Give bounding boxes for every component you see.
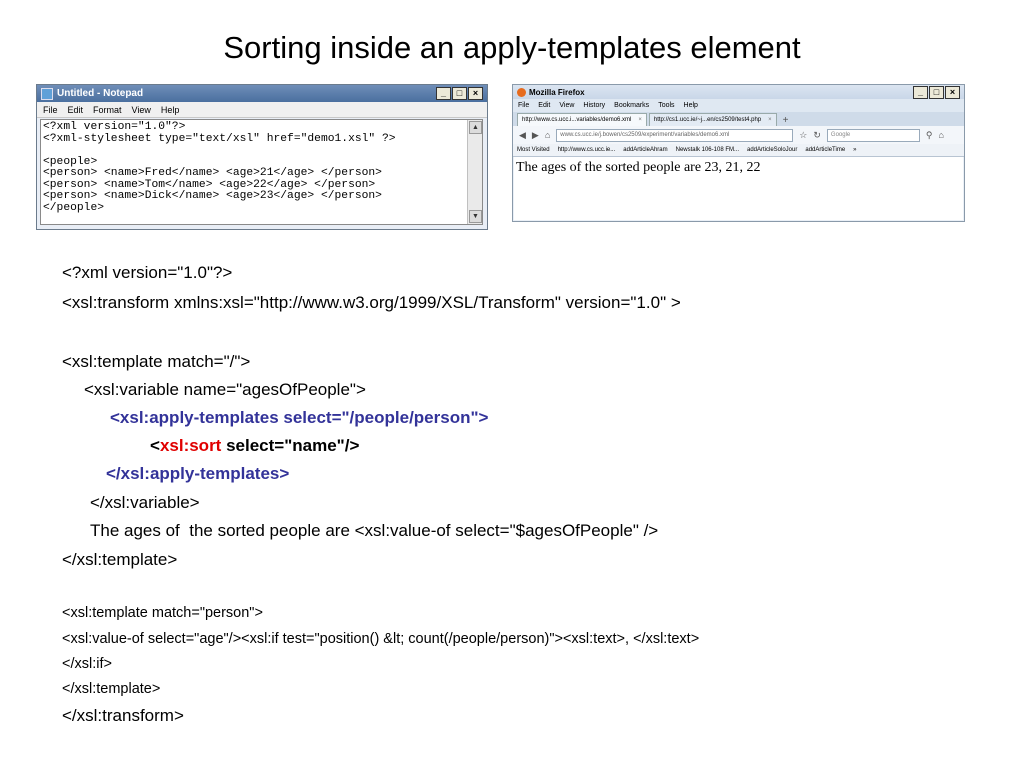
bookmarks-toolbar: [513, 144, 964, 157]
menu-help[interactable]: Help: [160, 104, 180, 115]
code-line-xml-decl: <?xml version="1.0"?>: [62, 263, 233, 282]
back-arrow-icon[interactable]: ◀: [519, 129, 526, 140]
home-icon[interactable]: ⌂: [544, 130, 551, 140]
code-line-apply-templates-close: </xsl:apply-templates>: [106, 464, 290, 483]
code-line-template-close-2: </xsl:template>: [62, 681, 161, 697]
reload-icon[interactable]: ↻: [813, 129, 821, 140]
search-icon[interactable]: ⚲: [925, 129, 933, 140]
bookmark-item[interactable]: Newstalk 106-108 FM...: [675, 147, 739, 153]
slide-title: Sorting inside an apply-templates element: [223, 30, 801, 65]
firefox-title: Mozilla Firefox: [529, 87, 585, 97]
home-button-icon[interactable]: ⌂: [938, 130, 944, 140]
code-line-transform: <xsl:transform xmlns:xsl="http://www.w3.org/1999/XSL/Transform" version="1.0" >: [62, 293, 681, 312]
notepad-icon: [41, 88, 53, 100]
star-icon[interactable]: ☆: [799, 129, 808, 140]
menu-history[interactable]: History: [583, 102, 606, 109]
menu-edit[interactable]: Edit: [67, 104, 84, 115]
notepad-menubar: [37, 102, 487, 118]
url-text: www.cs.ucc.ie/j.bowen/cs2509/experiment/variables/demo6.xml: [560, 132, 730, 138]
scroll-down-icon[interactable]: ▼: [469, 210, 482, 223]
scroll-up-icon[interactable]: ▲: [469, 121, 482, 134]
close-tab-icon[interactable]: ×: [638, 117, 642, 123]
bookmark-item[interactable]: addArticleSoloJour: [746, 147, 798, 153]
tab-test4[interactable]: [649, 113, 777, 126]
code-line-variable: <xsl:variable name="agesOfPeople">: [84, 380, 366, 399]
notepad-title: Untitled - Notepad: [57, 88, 144, 99]
code-line-transform-close: </xsl:transform>: [62, 706, 184, 725]
code-line-template-close: </xsl:template>: [62, 550, 178, 569]
menu-edit[interactable]: Edit: [538, 102, 551, 109]
notepad-text: [43, 122, 466, 214]
menu-format[interactable]: Format: [93, 104, 122, 115]
bookmark-item[interactable]: addArticleAhram: [623, 147, 668, 153]
bookmarks-overflow-icon[interactable]: »: [853, 147, 857, 153]
firefox-window: [512, 84, 965, 222]
new-tab-button[interactable]: +: [782, 115, 789, 126]
code-line-if-close: </xsl:if>: [62, 656, 112, 672]
search-placeholder: Google: [830, 132, 851, 138]
firefox-titlebar: [513, 85, 964, 99]
forward-arrow-icon[interactable]: ▶: [531, 129, 539, 140]
text-line: <?xml-stylesheet type="text/xsl" href="demo1.xsl" ?>: [43, 132, 396, 145]
bookmark-most-visited[interactable]: Most Visited: [517, 147, 550, 153]
menu-help[interactable]: Help: [683, 102, 698, 109]
menu-tools[interactable]: Tools: [658, 102, 675, 109]
sort-open: <: [150, 436, 160, 455]
code-line-variable-close: </xsl:variable>: [90, 493, 200, 512]
maximize-button[interactable]: □: [929, 86, 944, 99]
search-input[interactable]: [827, 129, 920, 142]
menu-file[interactable]: File: [43, 104, 58, 115]
vertical-scrollbar[interactable]: [467, 120, 482, 224]
code-line-template-person: <xsl:template match="person">: [62, 605, 263, 621]
text-line: <person> <name>Tom</name> <age>22</age> </person>: [43, 178, 376, 191]
code-line-sort: [150, 436, 359, 456]
minimize-button[interactable]: _: [913, 86, 928, 99]
tab-strip: [513, 112, 964, 126]
url-bar[interactable]: [556, 129, 793, 142]
tab-label: http://www.cs.ucc.i...variables/demo6.xml: [522, 117, 632, 123]
tab-demo6[interactable]: [517, 113, 647, 126]
text-line: <person> <name>Fred</name> <age>21</age> </person>: [43, 167, 382, 179]
page-content: [514, 157, 963, 220]
text-line: <?xml version="1.0"?>: [43, 121, 186, 133]
sort-keyword: xsl:sort: [159, 436, 222, 455]
notepad-text-area[interactable]: [40, 119, 483, 225]
close-tab-icon[interactable]: ×: [768, 117, 772, 123]
text-line: <person> <name>Dick</name> <age>23</age> </person>: [43, 190, 382, 202]
firefox-icon: [517, 88, 526, 97]
bookmark-item[interactable]: http://www.cs.ucc.ie...: [557, 147, 616, 153]
menu-view[interactable]: View: [559, 102, 575, 109]
text-line: [43, 145, 466, 157]
minimize-button[interactable]: _: [436, 87, 451, 100]
notepad-window: [36, 84, 488, 230]
navigation-toolbar: [513, 126, 964, 144]
notepad-titlebar: [37, 85, 487, 102]
code-line-value-of-age: <xsl:value-of select="age"/><xsl:if test="position() &lt; count(/people/person)"><xsl:text>, </xsl:text>: [62, 631, 700, 647]
bookmark-item[interactable]: addArticleTime: [805, 147, 846, 153]
menu-file[interactable]: File: [518, 102, 530, 109]
sort-rest: select="name"/>: [221, 436, 360, 455]
maximize-button[interactable]: □: [452, 87, 467, 100]
code-line-template-root: <xsl:template match="/">: [62, 352, 251, 371]
page-text: The ages of the sorted people are 23, 21, 22: [516, 160, 761, 175]
text-line: </people>: [43, 201, 105, 214]
tab-label: http://cs1.ucc.ie/~j...en/cs2509/test4.php: [653, 117, 762, 123]
menu-view[interactable]: View: [131, 104, 151, 115]
firefox-menubar: [513, 99, 964, 112]
close-button[interactable]: ×: [945, 86, 960, 99]
code-line-apply-templates: <xsl:apply-templates select="/people/person">: [110, 408, 489, 427]
text-line: <people>: [43, 155, 98, 168]
code-line-output-text: The ages of the sorted people are <xsl:value-of select="$agesOfPeople" />: [90, 521, 659, 540]
close-button[interactable]: ×: [468, 87, 483, 100]
menu-bookmarks[interactable]: Bookmarks: [614, 102, 650, 109]
